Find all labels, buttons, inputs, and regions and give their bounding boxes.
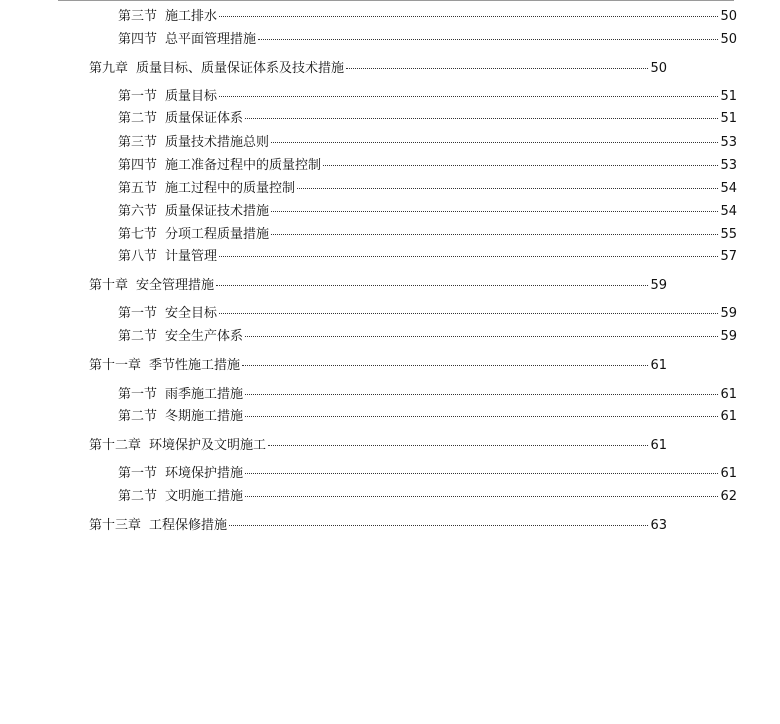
- toc-entry-title: 质量保证体系: [165, 111, 244, 126]
- toc-entry-title: 环境保护措施: [165, 466, 244, 481]
- toc-dot-leader: [346, 68, 648, 69]
- toc-page-number: 51: [720, 111, 737, 126]
- toc-entry-number: 第一节: [118, 89, 158, 104]
- toc-page-number: 59: [720, 329, 737, 344]
- toc-dot-leader: [219, 96, 718, 97]
- toc-entry-label: [118, 305, 217, 323]
- toc-entry-title: 文明施工措施: [165, 489, 244, 504]
- toc-section-entry[interactable]: [118, 180, 737, 198]
- toc-page-number: 59: [720, 306, 737, 321]
- toc-page-number: 61: [720, 466, 737, 481]
- toc-entry-title: 工程保修措施: [149, 518, 228, 533]
- toc-page-number: 63: [650, 518, 667, 533]
- toc-page-number: 59: [650, 278, 667, 293]
- toc-entry-number: 第一节: [118, 306, 158, 321]
- toc-dot-leader: [271, 211, 718, 212]
- toc-page-number: 54: [720, 181, 737, 196]
- toc-dot-leader: [245, 473, 718, 474]
- toc-chapter-entry[interactable]: [89, 60, 667, 78]
- toc-entry-label: [118, 8, 217, 26]
- toc-entry-title: 质量目标、质量保证体系及技术措施: [136, 61, 345, 76]
- toc-dot-leader: [229, 525, 648, 526]
- toc-entry-title: 施工排水: [165, 9, 218, 24]
- toc-entry-number: 第八节: [118, 249, 158, 264]
- toc-page-number: 57: [720, 249, 737, 264]
- toc-section-entry[interactable]: [118, 203, 737, 221]
- toc-dot-leader: [258, 39, 718, 40]
- toc-page-number: 61: [650, 438, 667, 453]
- toc-entry-title: 冬期施工措施: [165, 409, 244, 424]
- toc-section-entry[interactable]: [118, 328, 737, 346]
- toc-entry-number: 第三节: [118, 135, 158, 150]
- toc-entry-number: 第三节: [118, 9, 158, 24]
- toc-entry-label: [118, 465, 243, 483]
- toc-dot-leader: [245, 416, 718, 417]
- toc-dot-leader: [219, 313, 718, 314]
- toc-dot-leader: [242, 365, 648, 366]
- toc-entry-label: [118, 203, 269, 221]
- toc-entry-number: 第九章: [89, 61, 129, 76]
- toc-section-entry[interactable]: [118, 305, 737, 323]
- toc-entry-label: [118, 328, 243, 346]
- toc-page-number: 50: [720, 32, 737, 47]
- toc-section-entry[interactable]: [118, 248, 737, 266]
- toc-entry-label: [89, 517, 227, 535]
- toc-dot-leader: [245, 496, 718, 497]
- toc-entry-number: 第十三章: [89, 518, 142, 533]
- toc-entry-title: 季节性施工措施: [149, 358, 241, 373]
- toc-dot-leader: [245, 118, 718, 119]
- toc-section-entry[interactable]: [118, 386, 737, 404]
- toc-entry-label: [89, 357, 240, 375]
- toc-page-number: 50: [720, 9, 737, 24]
- toc-section-entry[interactable]: [118, 465, 737, 483]
- toc-entry-number: 第二节: [118, 489, 158, 504]
- toc-section-entry[interactable]: [118, 488, 737, 506]
- toc-page-number: 54: [720, 204, 737, 219]
- toc-dot-leader: [271, 142, 718, 143]
- toc-section-entry[interactable]: [118, 31, 737, 49]
- toc-entry-title: 质量技术措施总则: [165, 135, 270, 150]
- toc-section-entry[interactable]: [118, 134, 737, 152]
- toc-entry-label: [118, 88, 217, 106]
- toc-entry-number: 第十二章: [89, 438, 142, 453]
- toc-entry-title: 施工准备过程中的质量控制: [165, 158, 322, 173]
- toc-entry-title: 安全管理措施: [136, 278, 215, 293]
- toc-dot-leader: [297, 188, 718, 189]
- toc-entry-number: 第四节: [118, 158, 158, 173]
- toc-entry-label: [118, 31, 256, 49]
- toc-entry-number: 第二节: [118, 329, 158, 344]
- toc-entry-label: [118, 110, 243, 128]
- toc-page-number: 53: [720, 158, 737, 173]
- toc-entry-label: [118, 386, 243, 404]
- toc-chapter-entry[interactable]: [89, 277, 667, 295]
- toc-dot-leader: [268, 445, 648, 446]
- toc-entry-title: 分项工程质量措施: [165, 227, 270, 242]
- toc-entry-number: 第十一章: [89, 358, 142, 373]
- toc-entry-title: 质量目标: [165, 89, 218, 104]
- toc-page-number: 61: [650, 358, 667, 373]
- toc-page-number: 53: [720, 135, 737, 150]
- toc-page-number: 61: [720, 387, 737, 402]
- toc-entry-number: 第二节: [118, 409, 158, 424]
- toc-entry-label: [118, 488, 243, 506]
- toc-section-entry[interactable]: [118, 226, 737, 244]
- toc-entry-title: 安全目标: [165, 306, 218, 321]
- toc-entry-label: [118, 226, 269, 244]
- toc-dot-leader: [323, 165, 718, 166]
- toc-entry-number: 第七节: [118, 227, 158, 242]
- toc-entry-label: [118, 157, 321, 175]
- toc-dot-leader: [219, 256, 718, 257]
- toc-entry-title: 安全生产体系: [165, 329, 244, 344]
- toc-dot-leader: [271, 234, 718, 235]
- toc-chapter-entry[interactable]: [89, 357, 667, 375]
- toc-entry-number: 第四节: [118, 32, 158, 47]
- toc-entry-number: 第二节: [118, 111, 158, 126]
- toc-page-number: 51: [720, 89, 737, 104]
- toc-entry-title: 环境保护及文明施工: [149, 438, 267, 453]
- toc-entry-title: 雨季施工措施: [165, 387, 244, 402]
- toc-entry-number: 第五节: [118, 181, 158, 196]
- toc-entry-number: 第六节: [118, 204, 158, 219]
- toc-section-entry[interactable]: [118, 88, 737, 106]
- toc-dot-leader: [245, 336, 718, 337]
- toc-page-number: 61: [720, 409, 737, 424]
- toc-page-number: 62: [720, 489, 737, 504]
- toc-dot-leader: [216, 285, 648, 286]
- toc-chapter-entry[interactable]: [89, 517, 667, 535]
- toc-entry-label: [89, 277, 214, 295]
- toc-entry-label: [89, 437, 266, 455]
- toc-entry-title: 施工过程中的质量控制: [165, 181, 296, 196]
- toc-entry-title: 总平面管理措施: [165, 32, 257, 47]
- toc-entry-label: [118, 248, 217, 266]
- toc-section-entry[interactable]: [118, 408, 737, 426]
- toc-entry-number: 第十章: [89, 278, 129, 293]
- toc-entry-number: 第一节: [118, 387, 158, 402]
- toc-entry-number: 第一节: [118, 466, 158, 481]
- toc-dot-leader: [219, 16, 718, 17]
- toc-entry-label: [89, 60, 344, 78]
- toc-entry-label: [118, 180, 295, 198]
- toc-dot-leader: [245, 394, 718, 395]
- toc-page-number: 55: [720, 227, 737, 242]
- toc-section-entry[interactable]: [118, 110, 737, 128]
- toc-entry-label: [118, 408, 243, 426]
- toc-section-entry[interactable]: [118, 8, 737, 26]
- toc-section-entry[interactable]: [118, 157, 737, 175]
- toc-entry-title: 计量管理: [165, 249, 218, 264]
- toc-page-number: 50: [650, 61, 667, 76]
- toc-entry-title: 质量保证技术措施: [165, 204, 270, 219]
- toc-entry-label: [118, 134, 269, 152]
- toc-chapter-entry[interactable]: [89, 437, 667, 455]
